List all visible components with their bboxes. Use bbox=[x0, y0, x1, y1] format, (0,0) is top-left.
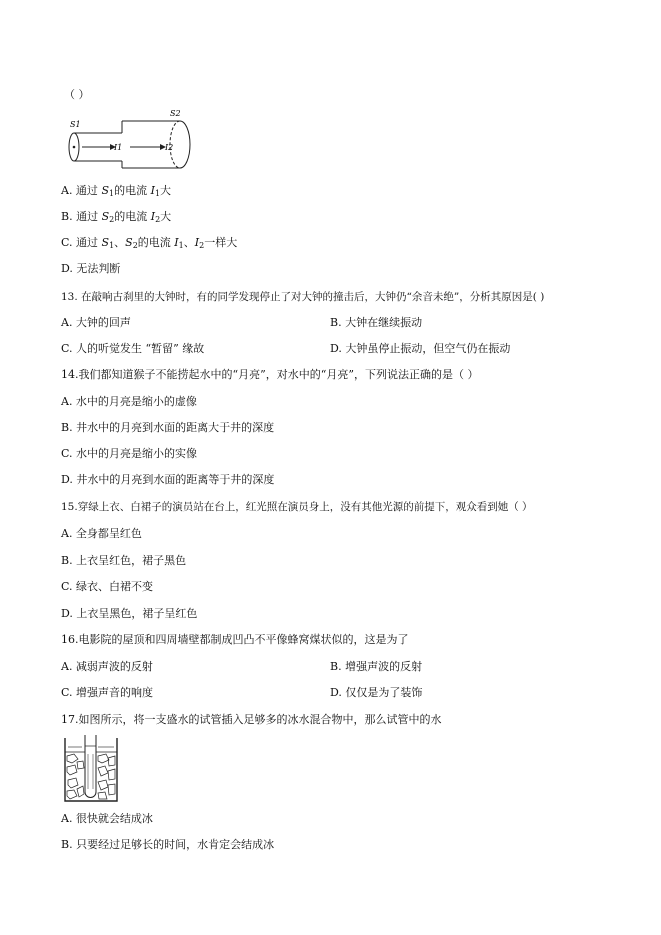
q12-option-c: C. 通过 $S_1$、$S_2$的电流 $I_1$、$I_2$一样大 bbox=[61, 236, 238, 250]
fig-label-s2: S2 bbox=[170, 109, 181, 118]
q15-stem: 15.穿绿上衣、白裙子的演员站在台上，红光照在演员身上，没有其他光源的前提下，观众看到她（ ） bbox=[61, 501, 533, 513]
fig-label-i1: I1 bbox=[114, 143, 123, 152]
q15-option-c: C. 绿衣、白裙不变 bbox=[61, 580, 154, 593]
q13-option-c: C. 人的听觉发生 “暂留” 缘故 bbox=[61, 342, 205, 355]
q16-stem: 16.电影院的屋顶和四周墙壁都制成凹凸不平像蜂窝煤状似的，这是为了 bbox=[61, 633, 409, 646]
q12-option-d: D. 无法判断 bbox=[61, 262, 121, 275]
q12-bracket: （ ） bbox=[64, 88, 90, 101]
q13-option-b: B. 大钟在继续振动 bbox=[330, 316, 423, 329]
q16-option-d: D. 仅仅是为了装饰 bbox=[330, 686, 423, 699]
q14-option-c: C. 水中的月亮是缩小的实像 bbox=[61, 447, 198, 460]
q14-option-d: D. 井水中的月亮到水面的距离等于井的深度 bbox=[61, 473, 275, 486]
q15-option-b: B. 上衣呈红色，裙子黑色 bbox=[61, 554, 187, 567]
conductor-figure bbox=[62, 106, 202, 170]
q13-option-a: A. 大钟的回声 bbox=[61, 316, 131, 329]
q16-option-b: B. 增强声波的反射 bbox=[330, 660, 423, 673]
q16-option-a: A. 减弱声波的反射 bbox=[61, 660, 153, 673]
q14-option-b: B. 井水中的月亮到水面的距离大于井的深度 bbox=[61, 421, 275, 434]
q14-stem: 14.我们都知道猴子不能捞起水中的“月亮”，对水中的“月亮”，下列说法正确的是（ ） bbox=[61, 368, 479, 381]
q15-option-a: A. 全身都呈红色 bbox=[61, 527, 142, 540]
q16-option-c: C. 增强声音的响度 bbox=[61, 686, 154, 699]
fig-label-s1: S1 bbox=[70, 120, 81, 129]
q12-option-b: B. 通过 $S_2$的电流 $I_2$大 bbox=[61, 210, 172, 224]
q17-option-b: B. 只要经过足够长的时间，水肯定会结成冰 bbox=[61, 838, 275, 851]
fig-label-i2: I2 bbox=[165, 143, 174, 152]
q13-option-d: D. 大钟虽停止振动，但空气仍在振动 bbox=[330, 342, 511, 355]
q15-option-d: D. 上衣呈黑色，裙子呈红色 bbox=[61, 607, 198, 620]
q17-option-a: A. 很快就会结成冰 bbox=[61, 812, 153, 825]
q13-stem: 13. 在敲响古刹里的大钟时，有的同学发现停止了对大钟的撞击后，大钟仍“余音未绝”，分析其原因是( ) bbox=[61, 291, 545, 303]
q12-option-a: A. 通过 $S_1$的电流 $I_1$大 bbox=[61, 184, 172, 198]
q14-option-a: A. 水中的月亮是缩小的虚像 bbox=[61, 395, 197, 408]
test-tube-figure bbox=[62, 734, 120, 804]
q17-stem: 17.如图所示，将一支盛水的试管插入足够多的冰水混合物中，那么试管中的水 bbox=[61, 713, 442, 726]
